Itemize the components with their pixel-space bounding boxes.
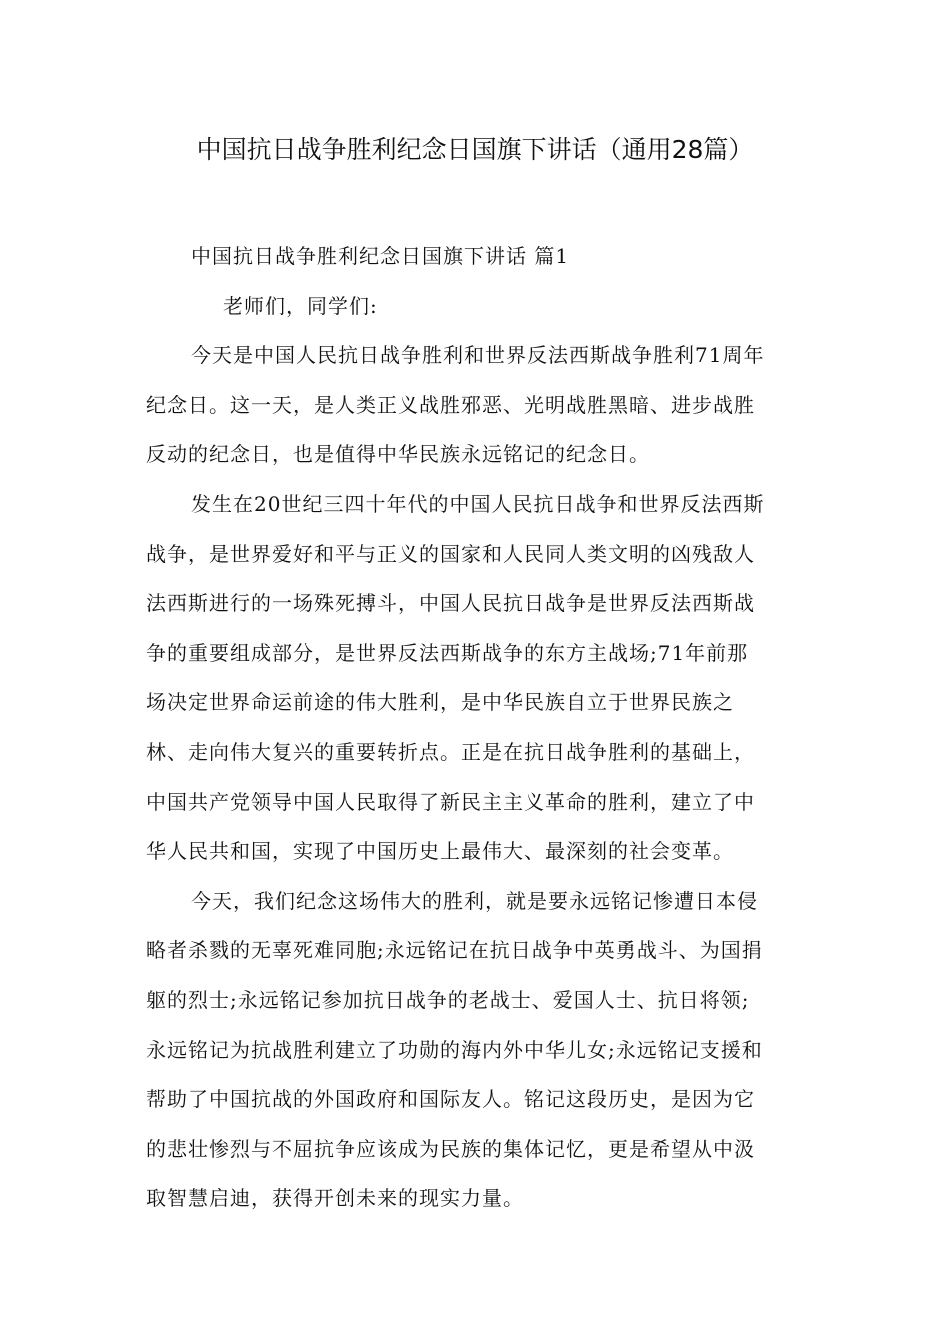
salutation: 老师们，同学们: <box>223 293 378 318</box>
text-line: 取智慧启迪，获得开创未来的现实力量。 <box>146 1186 524 1211</box>
text-line: 今天，我们纪念这场伟大的胜利，就是要永远铭记惨遭日本侵 <box>191 888 758 913</box>
text-line: 今天是中国人民抗日战争胜利和世界反法西斯战争胜利71周年 <box>191 343 765 368</box>
text-line: 帮助了中国抗战的外国政府和国际友人。铭记这段历史，是因为它 <box>146 1087 755 1112</box>
text-line: 中国共产党领导中国人民取得了新民主主义革命的胜利，建立了中 <box>146 789 755 814</box>
text-line: 战争，是世界爱好和平与正义的国家和人民同人类文明的凶残敌人 <box>146 541 755 566</box>
text-line: 发生在20世纪三四十年代的中国人民抗日战争和世界反法西斯 <box>191 491 765 516</box>
text-line: 林、走向伟大复兴的重要转折点。正是在抗日战争胜利的基础上， <box>146 739 755 764</box>
text-line: 反动的纪念日，也是值得中华民族永远铭记的纪念日。 <box>146 442 650 467</box>
paragraph <box>146 331 814 480</box>
text-line: 躯的烈士;永远铭记参加抗日战争的老战士、爱国人士、抗日将领; <box>146 987 750 1012</box>
text-line: 纪念日。这一天，是人类正义战胜邪恶、光明战胜黑暗、进步战胜 <box>146 392 755 417</box>
paragraph <box>146 877 814 1224</box>
text-line: 争的重要组成部分，是世界反法西斯战争的东方主战场;71年前那 <box>146 640 749 665</box>
paragraph <box>146 480 814 877</box>
document-title: 中国抗日战争胜利纪念日国旗下讲话（通用28篇） <box>196 135 754 164</box>
section-heading: 中国抗日战争胜利纪念日国旗下讲话 篇1 <box>191 244 570 268</box>
text-line: 略者杀戮的无辜死难同胞;永远铭记在抗日战争中英勇战斗、为国捐 <box>146 938 763 963</box>
text-line: 法西斯进行的一场殊死搏斗，中国人民抗日战争是世界反法西斯战 <box>146 591 755 616</box>
text-line: 华人民共和国，实现了中国历史上最伟大、最深刻的社会变革。 <box>146 839 734 864</box>
document-body <box>146 232 814 1224</box>
text-line: 永远铭记为抗战胜利建立了功勋的海内外中华儿女;永远铭记支援和 <box>146 1037 763 1062</box>
text-line: 的悲壮惨烈与不屈抗争应该成为民族的集体记忆，更是希望从中汲 <box>146 1136 755 1161</box>
text-line: 场决定世界命运前途的伟大胜利，是中华民族自立于世界民族之 <box>146 690 734 715</box>
